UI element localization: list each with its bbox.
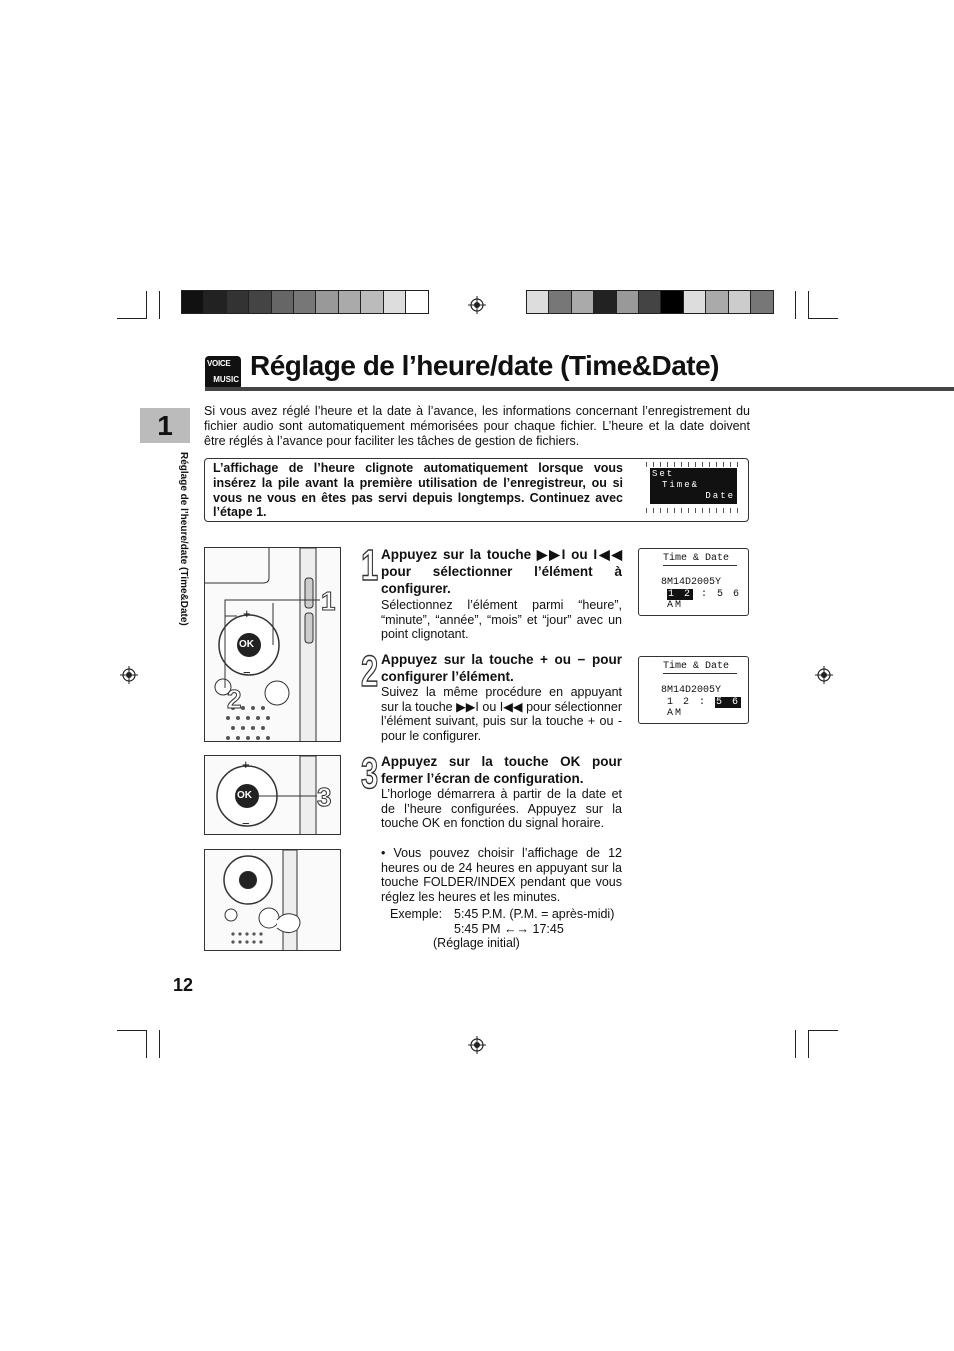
crop-mark bbox=[808, 1030, 838, 1031]
crop-mark bbox=[146, 1030, 147, 1058]
crop-mark bbox=[159, 291, 160, 319]
step-number-3: 3 bbox=[361, 749, 379, 798]
step-1-body: Sélectionnez l’élément parmi “heure”, “minute”, “année”, “mois” et “jour” avec un point clignotant. bbox=[381, 598, 622, 642]
lcd-set-display: Set Time& Date bbox=[642, 462, 746, 518]
registration-mark-icon bbox=[468, 1036, 486, 1054]
registration-mark-icon bbox=[120, 666, 138, 684]
ok-button-label: OK bbox=[239, 639, 254, 650]
page-title: Réglage de l’heure/date (Time&Date) bbox=[250, 350, 719, 381]
plus-label: + bbox=[243, 606, 251, 621]
page-number: 12 bbox=[173, 975, 194, 995]
callout-2: 2 bbox=[227, 684, 242, 714]
registration-mark-icon bbox=[815, 666, 833, 684]
crop-mark bbox=[808, 291, 809, 319]
callout-3: 3 bbox=[317, 782, 332, 812]
step-3-heading: Appuyez sur la touche OK pour fermer l’écran de configuration. bbox=[381, 754, 622, 786]
voice-music-icon: VOICE MUSIC bbox=[205, 356, 241, 390]
step-3-body: L’horloge démarrera à partir de la date et de l’heure configurées. Appuyez sur la touche OK en fonction du signal horaire. bbox=[381, 787, 622, 831]
ok-button-label: OK bbox=[237, 790, 252, 801]
callout-1: 1 bbox=[321, 586, 336, 616]
minus-label: − bbox=[243, 665, 251, 680]
crop-mark bbox=[795, 291, 796, 319]
crop-mark bbox=[808, 318, 838, 319]
minus-label: − bbox=[242, 816, 250, 831]
note-text: L’affichage de l’heure clignote automatiquement lorsque vous insérez la pile avant la première utilisation de l’enregistreur, ou si vous ne vous en êtes pas servi depuis longtemps. Continuez avec l’étape 1. bbox=[213, 461, 623, 520]
device-figure-1 bbox=[204, 547, 341, 742]
step-2-body: Suivez la même procédure en appuyant sur la touche ▶▶I ou I◀◀ pour sélectionner l’élément suivant, puis sur la touche + ou - pour le configurer. bbox=[381, 685, 622, 744]
device-figure-3 bbox=[204, 849, 341, 951]
registration-mark-icon bbox=[468, 296, 486, 314]
lcd-screen-hour: Time & Date 8M14D2005Y 1 2 : 5 6 AM bbox=[638, 548, 749, 616]
example-line-1: 5:45 P.M. (P.M. = après-midi) bbox=[454, 907, 615, 921]
title-rule bbox=[205, 387, 954, 391]
example-line-2: 5:45 PM ←→ 17:45 bbox=[454, 922, 564, 936]
example-label: Exemple: bbox=[390, 907, 443, 921]
crop-mark bbox=[808, 1030, 809, 1058]
color-bar-left bbox=[181, 290, 429, 314]
crop-mark bbox=[117, 1030, 147, 1031]
crop-mark bbox=[146, 291, 147, 319]
crop-mark bbox=[795, 1030, 796, 1058]
step-number-1: 1 bbox=[361, 541, 379, 590]
intro-paragraph: Si vous avez réglé l’heure et la date à l’avance, les informations concernant l’enregistrement du fichier audio sont automatiquement mémorisées pour chaque fichier. L’heure et la date doivent être réglés à l’avance pour faciliter les tâches de gestion de fichiers. bbox=[204, 404, 750, 448]
crop-mark bbox=[159, 1030, 160, 1058]
plus-label: + bbox=[242, 757, 250, 772]
step-number-2: 2 bbox=[361, 647, 379, 696]
chapter-number: 1 bbox=[140, 408, 190, 443]
color-bar-right bbox=[526, 290, 774, 314]
step-2-heading: Appuyez sur la touche + ou − pour configurer l’élément. bbox=[381, 652, 622, 684]
side-tab-label: Réglage de l’heure/date (Time&Date) bbox=[178, 452, 189, 626]
example-line-3: (Réglage initial) bbox=[433, 936, 520, 950]
bullet-note: • Vous pouvez choisir l’affichage de 12 heures ou de 24 heures en appuyant sur la touche FOLDER/INDEX pendant que vous réglez les heures et les minutes. bbox=[381, 846, 622, 905]
lcd-screen-minute: Time & Date 8M14D2005Y 1 2 : 5 6 AM bbox=[638, 656, 749, 724]
step-1-heading: Appuyez sur la touche ▶▶I ou I◀◀ pour sélectionner l’élément à configurer. bbox=[381, 547, 622, 596]
device-figure-2 bbox=[204, 755, 341, 835]
crop-mark bbox=[117, 318, 147, 319]
